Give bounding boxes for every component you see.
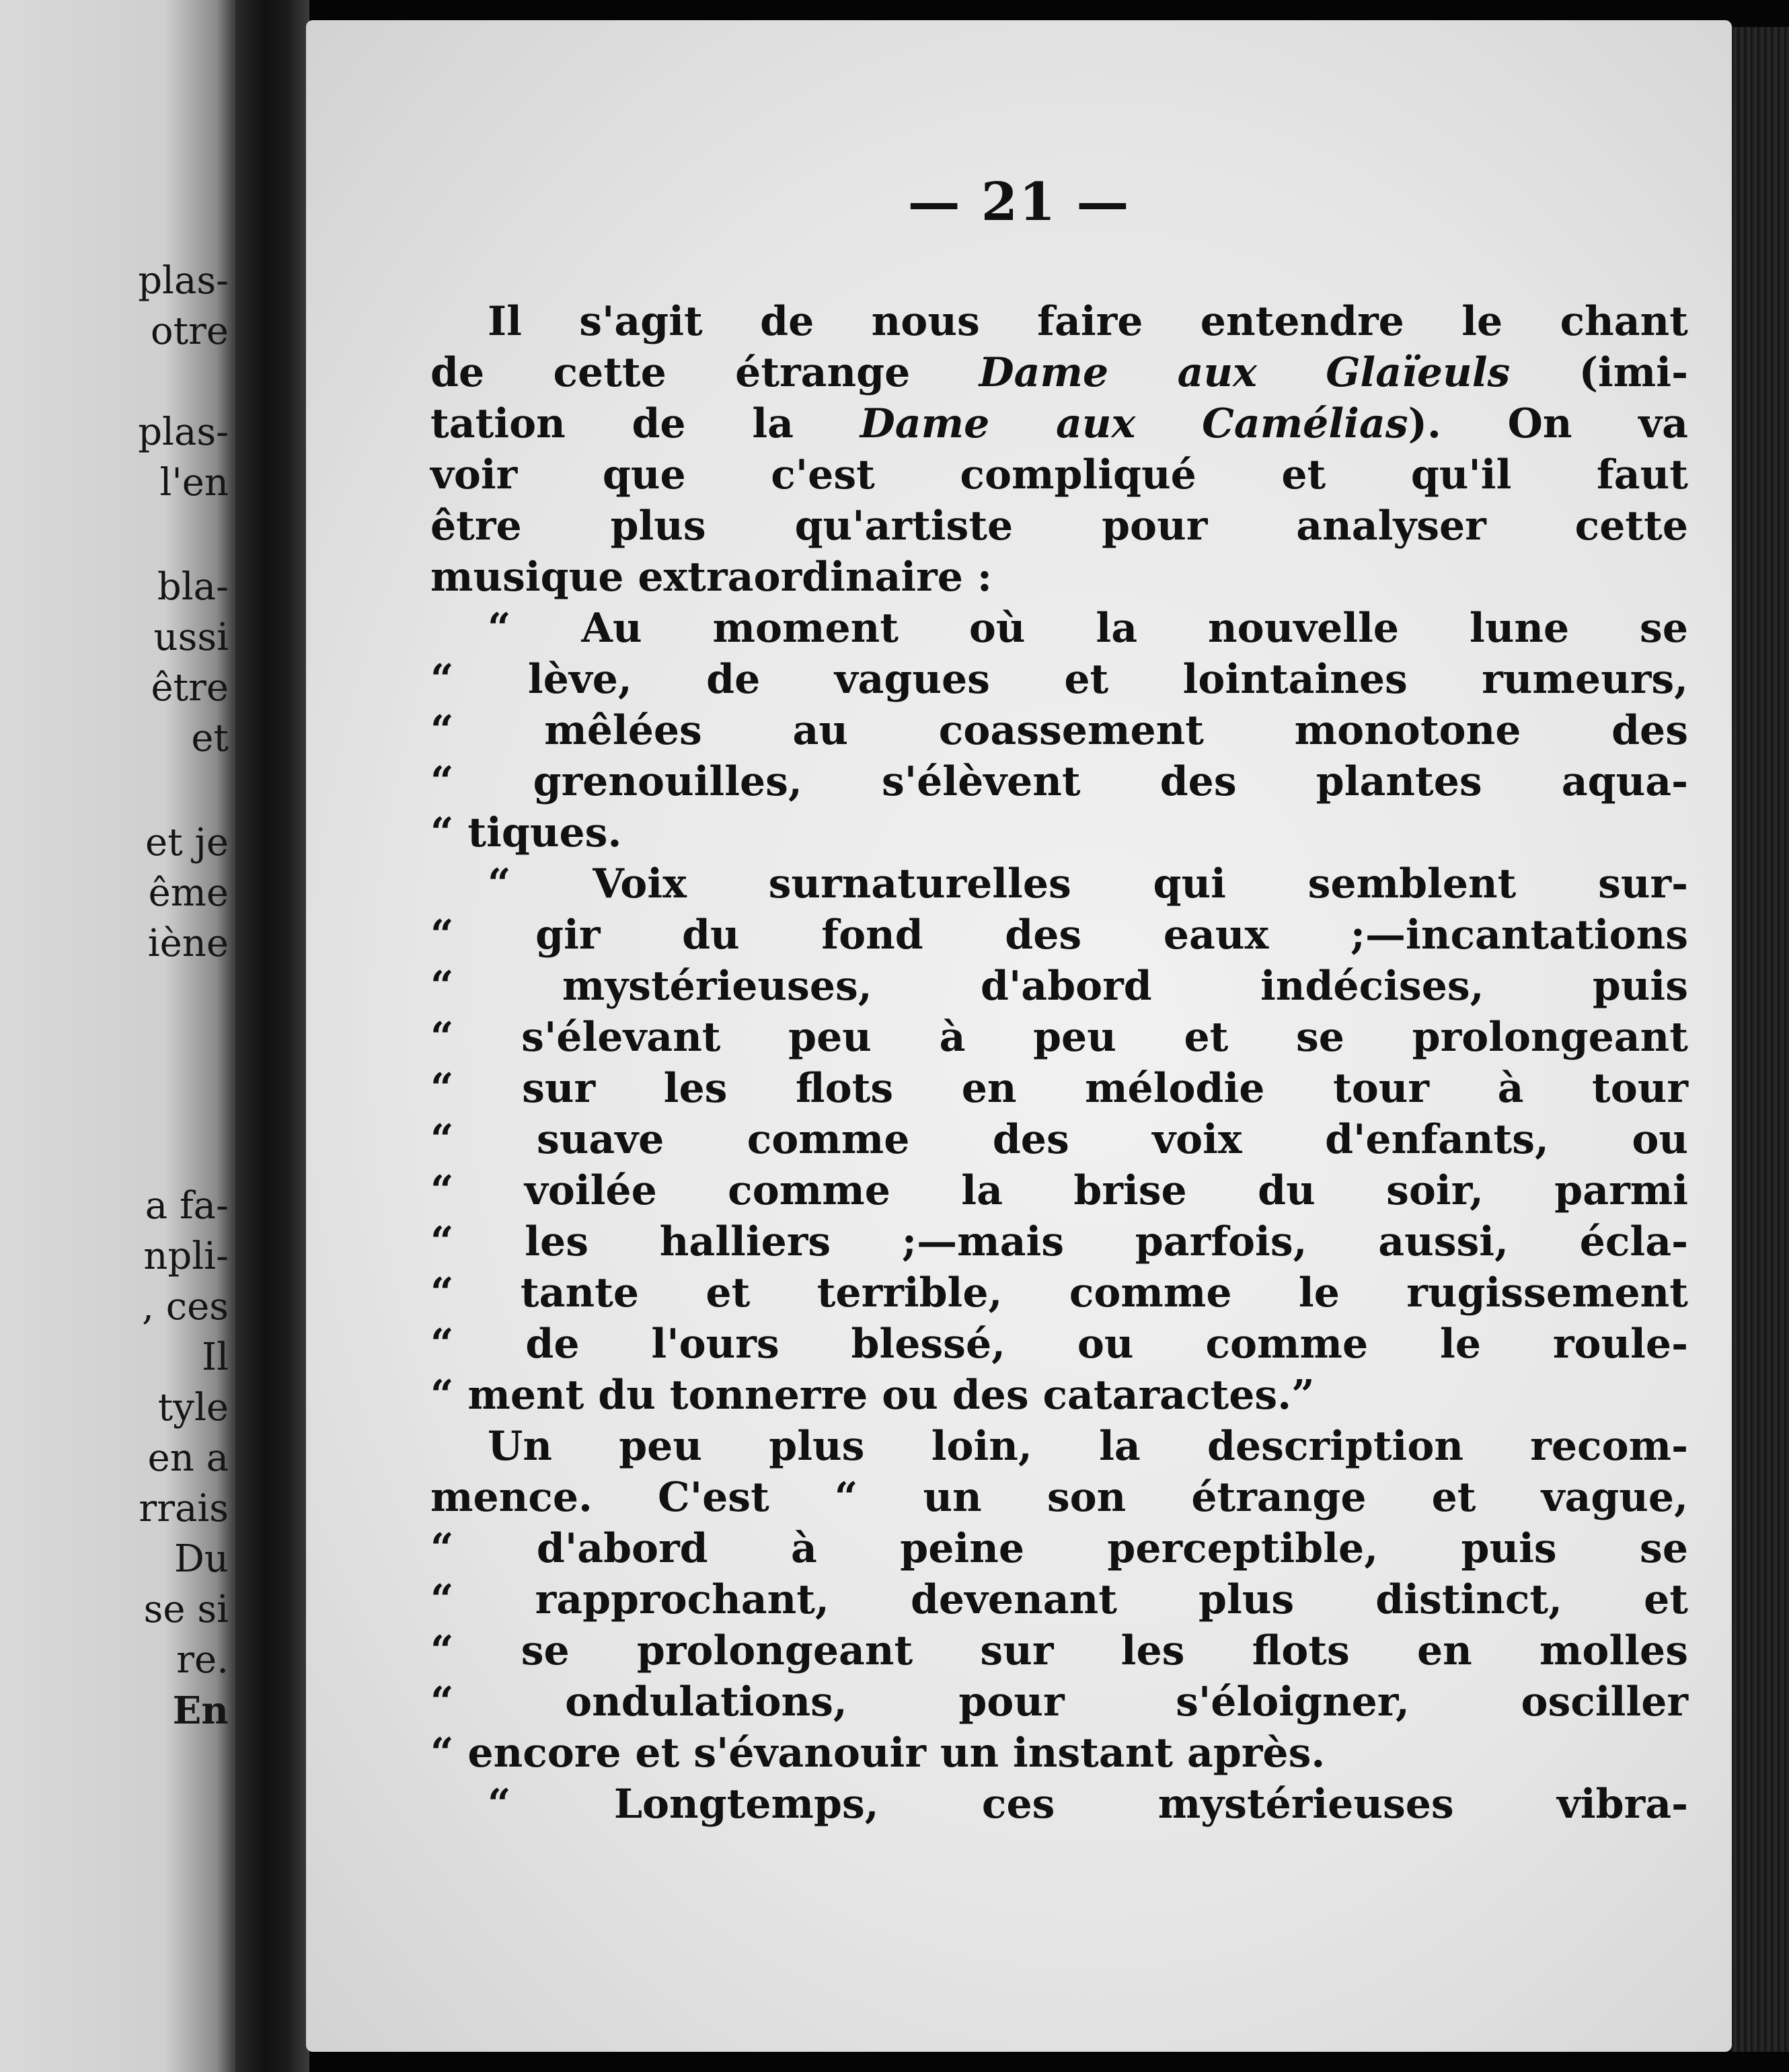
left-page-fragment: être bbox=[151, 666, 229, 710]
text-line: “ Au moment où la nouvelle lune se bbox=[488, 605, 1688, 652]
text-line: “ tiques. bbox=[430, 809, 622, 856]
page-number: — 21 — bbox=[907, 172, 1131, 233]
text-line: “ ondulations, pour s'éloigner, osciller bbox=[430, 1678, 1688, 1726]
book-page bbox=[306, 20, 1732, 2052]
left-page-fragment: rrais bbox=[139, 1487, 229, 1530]
left-page-fragment: otre bbox=[150, 309, 229, 353]
text-line: “ lève, de vagues et lointaines rumeurs, bbox=[430, 656, 1688, 703]
page-edge-stack bbox=[1732, 27, 1789, 2052]
text-line: “ gir du fond des eaux ;—incantations bbox=[430, 912, 1688, 959]
text-line: “ se prolongeant sur les flots en molles bbox=[430, 1627, 1688, 1674]
left-page-fragment: plas- bbox=[138, 259, 229, 303]
text-line: “ suave comme des voix d'enfants, ou bbox=[430, 1116, 1688, 1163]
left-page-fragment: ême bbox=[148, 871, 229, 915]
book-gutter bbox=[235, 0, 309, 2072]
text-line: “ sur les flots en mélodie tour à tour bbox=[430, 1065, 1688, 1112]
left-page-fragment: Il bbox=[201, 1335, 229, 1379]
left-page-fragment: Du bbox=[174, 1537, 229, 1581]
page-text-block bbox=[430, 296, 1688, 1830]
text-line: Il s'agit de nous faire entendre le chant bbox=[488, 298, 1688, 345]
left-page-fragment: plas- bbox=[138, 410, 229, 454]
left-page-fragment: bla- bbox=[157, 565, 229, 609]
text-line: mence. C'est “ un son étrange et vague, bbox=[430, 1474, 1688, 1521]
text-line: “ Longtemps, ces mystérieuses vibra- bbox=[488, 1781, 1688, 1828]
left-page-fragment: , ces bbox=[142, 1285, 229, 1329]
left-facing-page bbox=[0, 0, 235, 2072]
text-line: “ Voix surnaturelles qui semblent sur- bbox=[488, 860, 1688, 908]
text-line: “ d'abord à peine perceptible, puis se bbox=[430, 1525, 1688, 1572]
text-line: “ de l'ours blessé, ou comme le roule- bbox=[430, 1321, 1688, 1368]
text-line: “ mêlées au coassement monotone des bbox=[430, 707, 1688, 754]
left-page-fragment: En bbox=[172, 1689, 229, 1733]
text-line: “ les halliers ;—mais parfois, aussi, écla- bbox=[430, 1218, 1688, 1265]
text-line: de cette étrange Dame aux Glaïeuls (imi- bbox=[430, 349, 1688, 396]
left-page-fragment: l'en bbox=[159, 461, 229, 505]
text-line: “ grenouilles, s'élèvent des plantes aqua- bbox=[430, 758, 1688, 805]
left-page-fragment: iène bbox=[147, 922, 229, 965]
text-line: “ tante et terrible, comme le rugissement bbox=[430, 1269, 1688, 1317]
text-line: “ s'élevant peu à peu et se prolongeant bbox=[430, 1014, 1688, 1061]
text-line: “ rapprochant, devenant plus distinct, et bbox=[430, 1576, 1688, 1623]
text-line: voir que c'est compliqué et qu'il faut bbox=[430, 451, 1688, 498]
text-line: “ encore et s'évanouir un instant après. bbox=[430, 1730, 1326, 1777]
left-page-fragment: et je bbox=[145, 821, 229, 864]
text-line: être plus qu'artiste pour analyser cette bbox=[430, 503, 1688, 550]
left-page-fragment: et bbox=[191, 716, 229, 760]
text-line: Un peu plus loin, la description recom- bbox=[488, 1423, 1688, 1470]
text-line: musique extraordinaire : bbox=[430, 554, 992, 601]
text-line: “ ment du tonnerre ou des cataractes.” bbox=[430, 1372, 1315, 1419]
left-page-fragment: ussi bbox=[153, 616, 229, 659]
text-line: “ voilée comme la brise du soir, parmi bbox=[430, 1167, 1688, 1214]
text-line: tation de la Dame aux Camélias). On va bbox=[430, 400, 1688, 447]
left-page-fragment: se si bbox=[143, 1588, 229, 1631]
left-page-fragment: en a bbox=[147, 1436, 229, 1480]
italic-title: Dame aux Camélias bbox=[860, 400, 1408, 447]
left-page-fragment: re. bbox=[176, 1638, 229, 1682]
italic-title: Dame aux Glaïeuls bbox=[979, 349, 1511, 396]
left-page-fragment: tyle bbox=[157, 1386, 229, 1430]
text-line: “ mystérieuses, d'abord indécises, puis bbox=[430, 963, 1688, 1010]
left-page-fragment: a fa- bbox=[145, 1184, 229, 1228]
left-page-fragment: npli- bbox=[143, 1234, 229, 1278]
